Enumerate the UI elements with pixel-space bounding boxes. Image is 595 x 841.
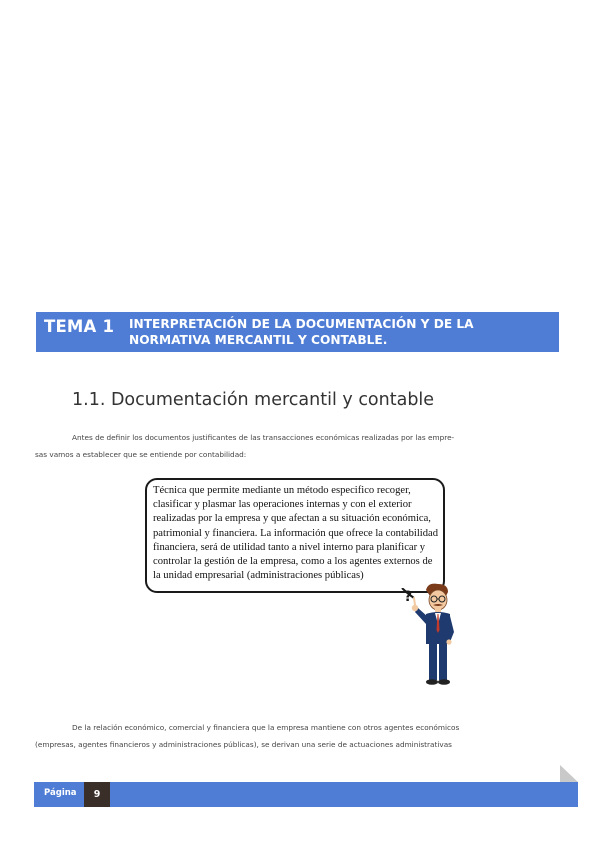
definition-line: Técnica que permite mediante un método especifico recoger, [153, 485, 411, 496]
thinking-man-illustration [396, 582, 460, 692]
intro-paragraph-line-1: Antes de definir los documentos justificantes de las transacciones económicas realizadas por las empre- [72, 433, 455, 442]
tema-label: TEMA 1 [44, 317, 115, 336]
page-number: 9 [84, 782, 110, 807]
tema-title-line-2: NORMATIVA MERCANTIL Y CONTABLE. [129, 333, 388, 347]
relations-paragraph-line-1: De la relación económico, comercial y financiera que la empresa mantiene con otros agentes económicos [72, 723, 460, 732]
page-label: Página [44, 788, 77, 798]
section-heading: 1.1. Documentación mercantil y contable [72, 390, 435, 410]
page-corner-fold [560, 765, 578, 782]
definition-line: financiera, será de utilidad tanto a nivel interno para planificar y [153, 541, 426, 553]
intro-paragraph-line-2: sas vamos a establecer que se entiende por contabilidad: [35, 449, 247, 459]
intro-paragraph [35, 430, 559, 463]
definition-line: realizadas por la empresa y que afectan a su situación económica, [153, 513, 431, 525]
relations-paragraph-line-2: (empresas, agentes financieros y administraciones públicas), se derivan una serie de actuaciones administrativas [35, 739, 452, 749]
definition-line: patrimonial y financiera. La información que ofrece la contabilidad [153, 527, 439, 539]
definition-line: la unidad empresarial (administraciones públicas) [153, 570, 364, 582]
tema-title-line-1: INTERPRETACIÓN DE LA DOCUMENTACIÓN Y DE LA [129, 317, 474, 331]
definition-line: clasificar y plasmar las operaciones internas y con el exterior [153, 499, 412, 511]
tema-title [129, 316, 549, 348]
relations-paragraph [35, 720, 559, 753]
definition-speech-bubble [145, 478, 445, 593]
question-mark-icon: ? [404, 589, 413, 605]
tema-header-band [36, 312, 559, 352]
footer-band [34, 782, 578, 807]
definition-line: controlar la gestión de la empresa, como a los agentes externos de [153, 556, 433, 568]
